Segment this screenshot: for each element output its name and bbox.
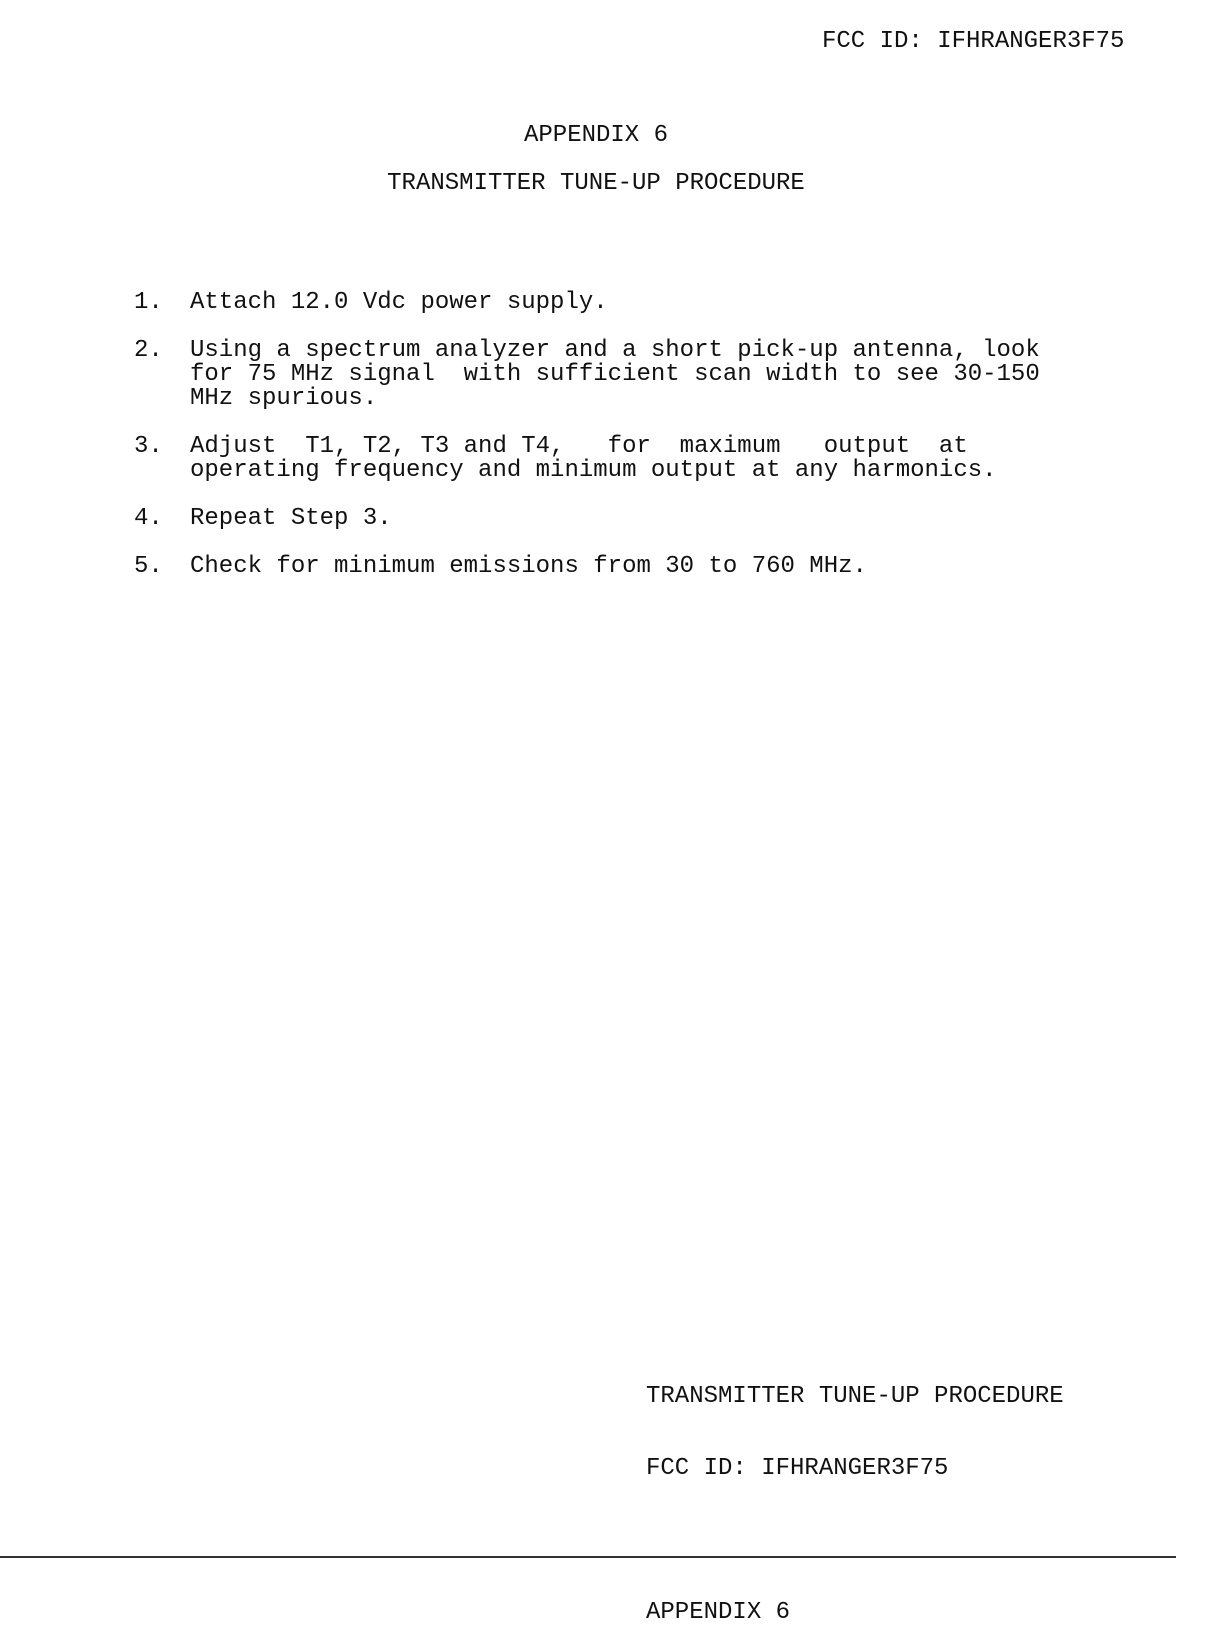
- procedure-step-5: [134, 555, 1054, 579]
- footer-title: TRANSMITTER TUNE-UP PROCEDURE: [646, 1383, 1064, 1410]
- procedure-step-4: [134, 507, 1054, 531]
- procedure-steps-list: [134, 291, 1054, 603]
- document-title: TRANSMITTER TUNE-UP PROCEDURE: [387, 170, 805, 197]
- step-text-line: Repeat Step 3.: [190, 505, 392, 532]
- step-text-line: for 75 MHz signal with sufficient scan width to see 30-150: [190, 361, 1040, 388]
- step-number: 1.: [134, 289, 163, 316]
- step-text-line: MHz spurious.: [190, 385, 378, 412]
- step-text: [190, 435, 1054, 483]
- step-text: [190, 291, 1054, 315]
- step-text: [190, 339, 1054, 411]
- step-text-line: Check for minimum emissions from 30 to 760 MHz.: [190, 553, 867, 580]
- step-number: 4.: [134, 505, 163, 532]
- procedure-step-3: [134, 435, 1054, 483]
- step-text-line: Attach 12.0 Vdc power supply.: [190, 289, 608, 316]
- step-text-line: operating frequency and minimum output at any harmonics.: [190, 457, 997, 484]
- footer-appendix: APPENDIX 6: [646, 1599, 791, 1626]
- step-number: 2.: [134, 337, 163, 364]
- appendix-heading: APPENDIX 6: [523, 122, 669, 149]
- procedure-step-1: [134, 291, 1054, 315]
- bottom-divider: [0, 1556, 1176, 1558]
- step-text: [190, 555, 1054, 579]
- step-text-line: Using a spectrum analyzer and a short pick-up antenna, look: [190, 337, 1040, 364]
- footer-fcc-id: FCC ID: IFHRANGER3F75: [646, 1455, 949, 1482]
- step-number: 3.: [134, 433, 163, 460]
- footer-spacer: [646, 1529, 1064, 1553]
- step-number: 5.: [134, 553, 163, 580]
- step-text-line: Adjust T1, T2, T3 and T4, for maximum output at: [190, 433, 968, 460]
- footer-block: [646, 1337, 1064, 1649]
- procedure-step-2: [134, 339, 1054, 411]
- header-fcc-id: FCC ID: IFHRANGER3F75: [822, 28, 1125, 55]
- step-text: [190, 507, 1054, 531]
